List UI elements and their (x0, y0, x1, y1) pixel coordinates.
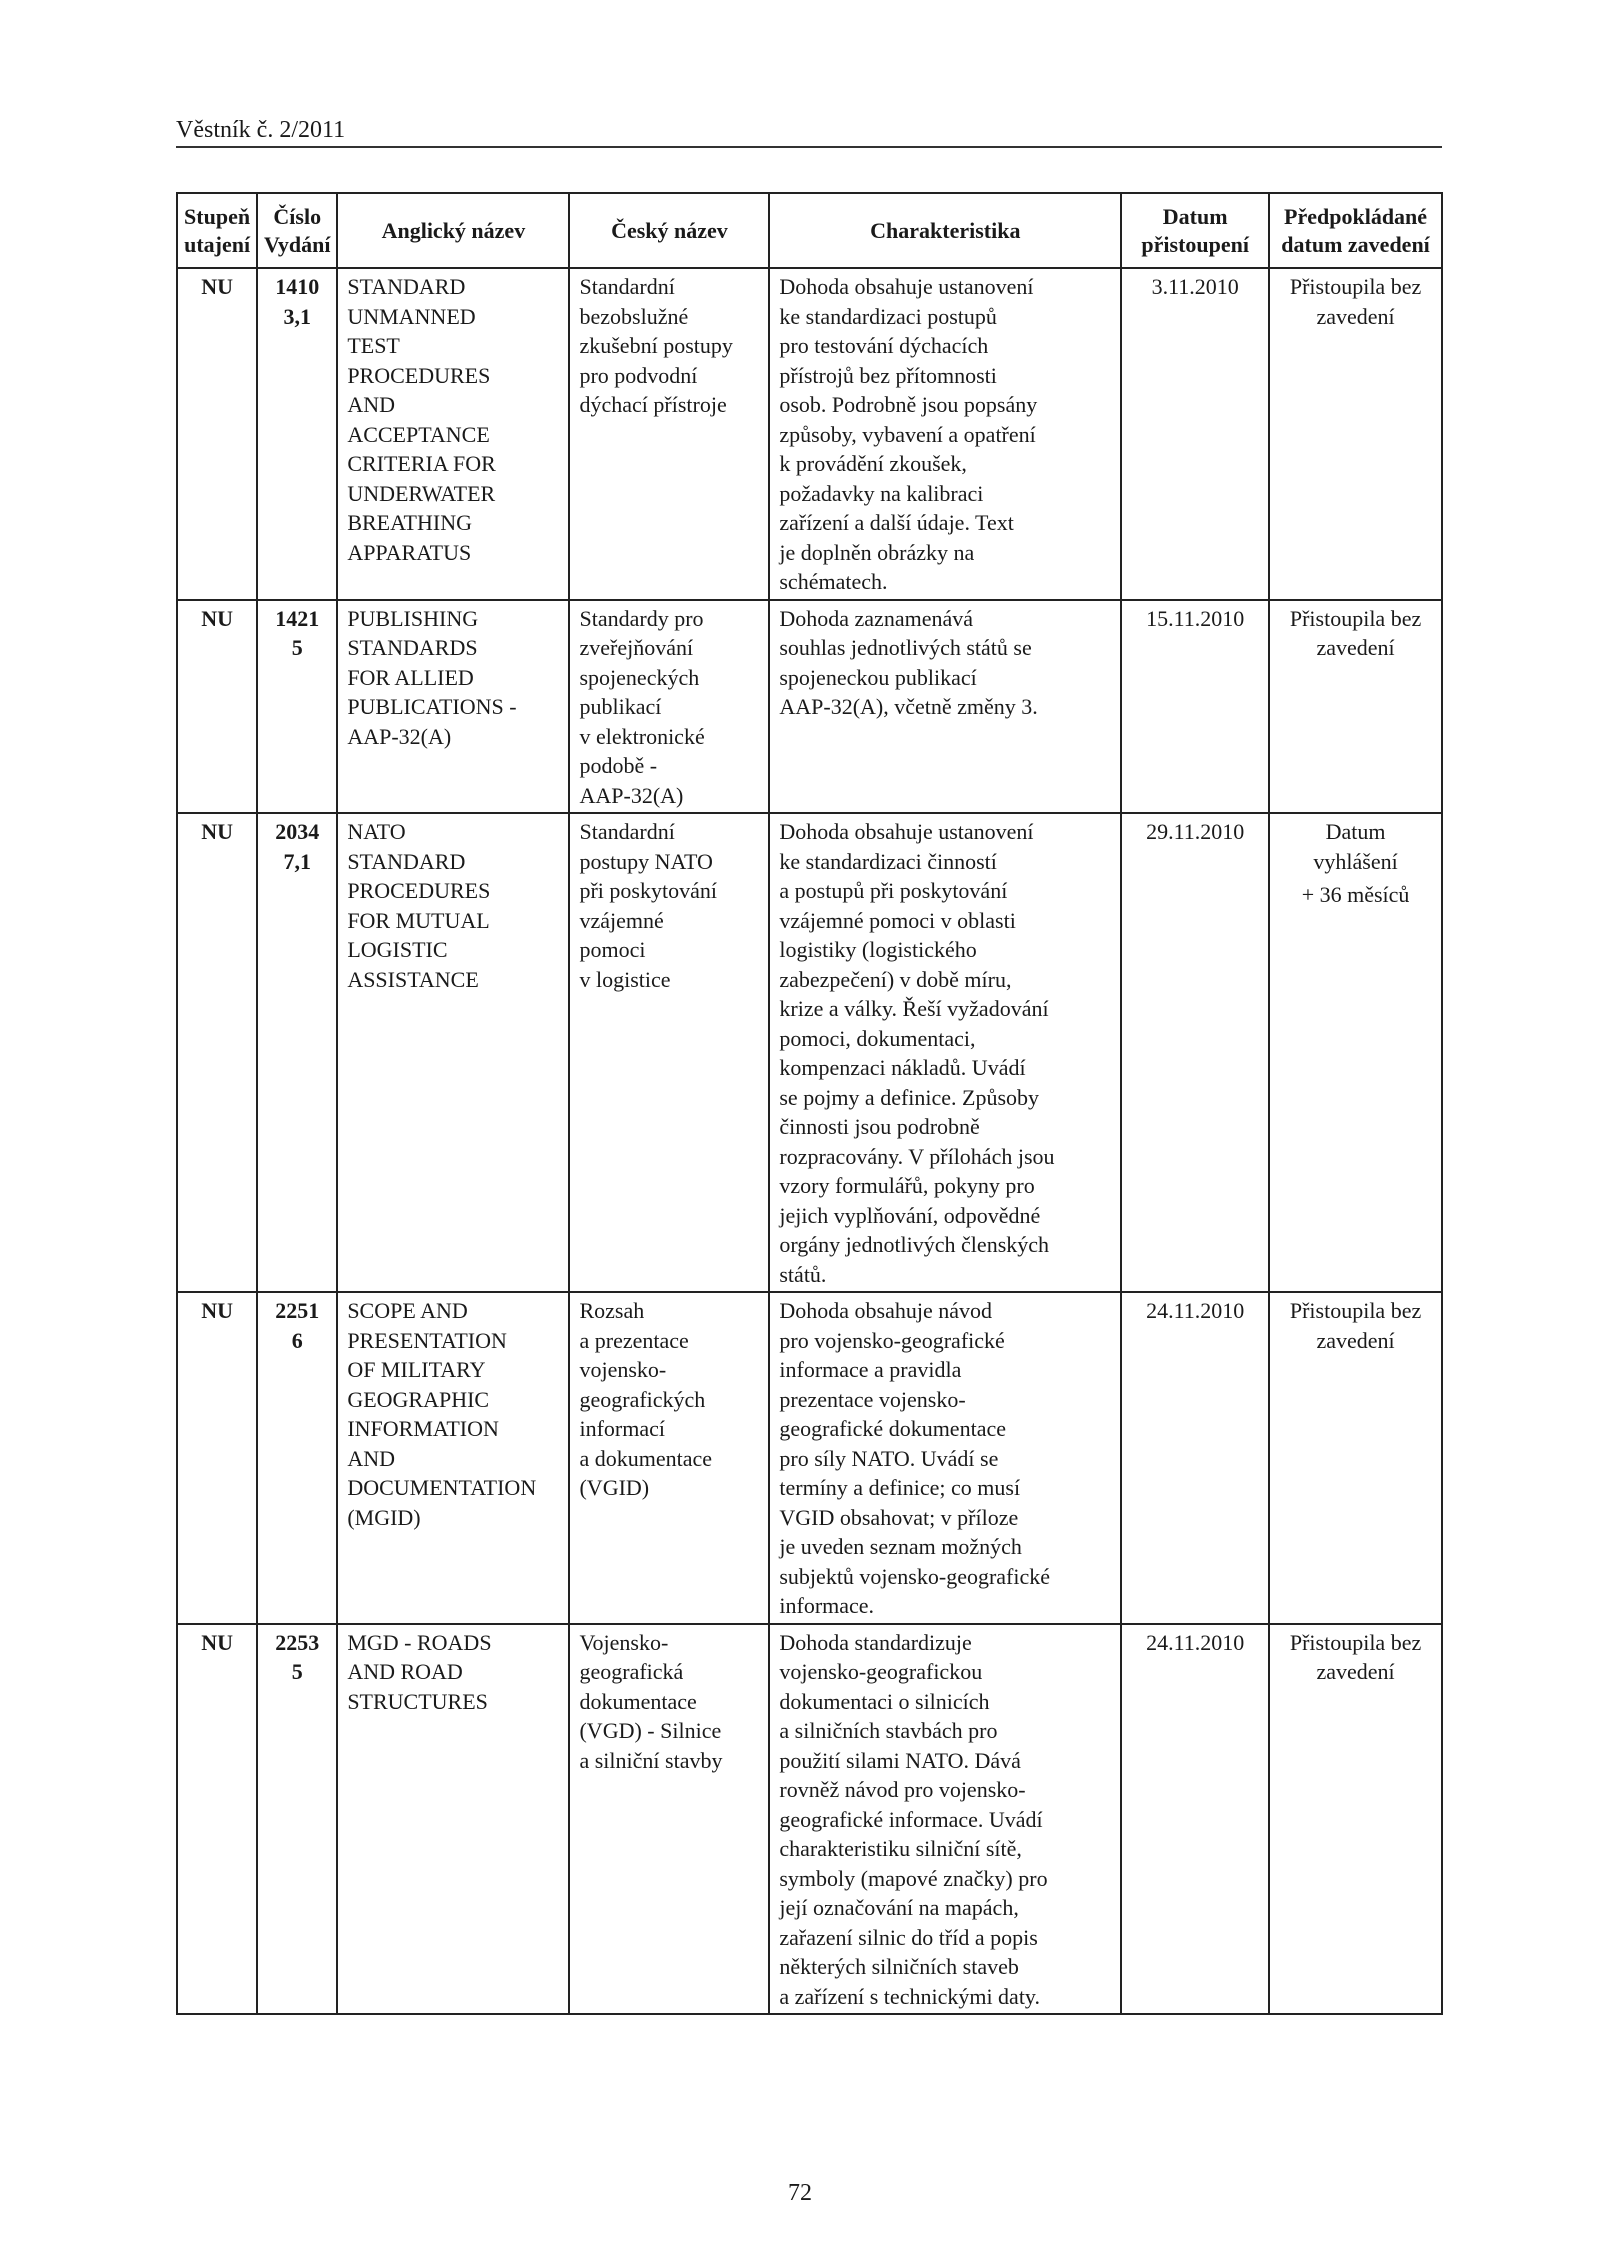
cell-line: 2251 (275, 1298, 320, 1323)
cell-line: orgány jednotlivých členských (779, 1232, 1050, 1257)
cell-line: AND ROAD (347, 1659, 463, 1684)
cell-line: APPARATUS (347, 539, 472, 565)
cell-line: bezobslužné (579, 303, 689, 329)
planned-date-cell (1269, 813, 1442, 1292)
cell-line: PROCEDURES (347, 362, 491, 388)
cell-line: Přistoupila bez (1289, 1298, 1422, 1323)
czech-title-cell (569, 600, 769, 814)
cell-line: 7,1 (283, 848, 311, 874)
header-czech-title: Český název (569, 193, 769, 268)
characteristics-cell (769, 268, 1121, 600)
cell-line: AAP-32(A) (579, 782, 684, 808)
cell-line: FOR ALLIED (347, 664, 474, 690)
cell-line: Standardy pro (579, 605, 704, 631)
accession-date-cell: 29.11.2010 (1121, 813, 1269, 1292)
header-english-title: Anglický název (337, 193, 569, 268)
cell-line: OF MILITARY (347, 1357, 486, 1382)
cell-line: SCOPE AND (347, 1298, 468, 1323)
cell-line: zařazení silnic do tříd a popis (779, 1924, 1038, 1950)
characteristics-cell (769, 1624, 1121, 2015)
number-edition-cell (257, 813, 337, 1292)
cell-line: pro testování dýchacích (779, 333, 989, 358)
cell-line: 2034 (275, 819, 320, 844)
cell-line: zveřejňování (579, 635, 694, 660)
cell-line: 2253 (275, 1629, 320, 1655)
cell-line: zabezpečení) v době míru, (779, 966, 1012, 992)
cell-line: NATO (347, 819, 406, 844)
cell-line: AAP-32(A), včetně změny 3. (779, 694, 1038, 719)
journal-title: Věstník č. 2/2011 (176, 117, 346, 143)
characteristics-cell (769, 1292, 1121, 1624)
planned-date-cell (1269, 268, 1442, 600)
cell-line: + 36 měsíců (1301, 882, 1410, 907)
planned-date-cell (1269, 600, 1442, 814)
cell-line: PRESENTATION (347, 1327, 507, 1353)
characteristics-cell (769, 600, 1121, 814)
cell-line: Dohoda standardizuje (779, 1629, 972, 1655)
cell-line: publikací (579, 694, 662, 719)
cell-line: (VGID) (579, 1475, 650, 1500)
cell-line: CRITERIA FOR (347, 451, 496, 476)
planned-date-cell (1269, 1624, 1442, 2015)
cell-line: geografické informace. Uvádí (779, 1806, 1043, 1832)
cell-line: požadavky na kalibraci (779, 480, 984, 506)
cell-line: logistiky (logistického (779, 937, 977, 962)
cell-line: spojeneckou publikací (779, 664, 977, 690)
cell-line: použití silami NATO. Dává (779, 1747, 1021, 1773)
header-planned-date: Předpokládané datum zavedení (1269, 193, 1442, 268)
cell-line: BREATHING (347, 510, 472, 535)
cell-line: ke standardizaci činností (779, 848, 997, 874)
table-row (177, 813, 1442, 1292)
cell-line: 1421 (275, 605, 320, 631)
cell-line: krize a války. Řeší vyžadování (779, 996, 1049, 1021)
cell-line: subjektů vojensko-geografické (779, 1563, 1051, 1589)
cell-line: osob. Podrobně jsou popsány (779, 392, 1038, 417)
cell-line: rovněž návod pro vojensko- (779, 1777, 1026, 1802)
characteristics-cell (769, 813, 1121, 1292)
cell-line: vzájemné (579, 907, 664, 933)
cell-line: a dokumentace (579, 1445, 713, 1471)
cell-line: Standardní (579, 819, 675, 844)
cell-line: je doplněn obrázky na (779, 539, 975, 565)
cell-line: informací (579, 1416, 666, 1441)
cell-line: informace. (779, 1593, 875, 1618)
cell-line: a zařízení s technickými daty. (779, 1983, 1041, 2009)
cell-line: Přistoupila bez (1289, 274, 1422, 299)
cell-line: vyhlášení (1313, 848, 1398, 874)
accession-date-cell: 24.11.2010 (1121, 1292, 1269, 1624)
cell-line: států. (779, 1261, 827, 1287)
english-title-cell (337, 268, 569, 600)
cell-line: Dohoda obsahuje ustanovení (779, 819, 1034, 844)
cell-line: charakteristiku silniční sítě, (779, 1836, 1022, 1861)
accession-date-cell: 15.11.2010 (1121, 600, 1269, 814)
classification-level-cell: NU (177, 1624, 257, 2015)
table-row (177, 268, 1442, 600)
cell-line: 5 (291, 635, 303, 660)
cell-line: činnosti jsou podrobně (779, 1114, 980, 1139)
cell-line: vzory formulářů, pokyny pro (779, 1173, 1035, 1198)
cell-line: a silniční stavby (579, 1747, 723, 1773)
cell-line: (MGID) (347, 1504, 421, 1530)
table-row (177, 1292, 1442, 1624)
cell-line: Dohoda obsahuje návod (779, 1298, 992, 1323)
cell-line: zavedení (1316, 635, 1395, 660)
cell-line: dýchací přístroje (579, 392, 727, 417)
cell-line: FOR MUTUAL (347, 907, 490, 933)
cell-line: přístrojů bez přítomnosti (779, 362, 997, 388)
cell-line: GEOGRAPHIC (347, 1386, 490, 1412)
cell-line: zkušební postupy (579, 333, 733, 358)
cell-line: k provádění zkoušek, (779, 451, 967, 476)
page-header (176, 112, 1442, 148)
cell-line: Datum (1325, 819, 1386, 844)
cell-line: VGID obsahovat; v příloze (779, 1504, 1019, 1530)
cell-line: Standardní (579, 274, 675, 299)
cell-line: MGD - ROADS (347, 1629, 492, 1655)
cell-line: geografické dokumentace (779, 1416, 1006, 1441)
cell-line: pro vojensko-geografické (779, 1327, 1005, 1353)
czech-title-cell (569, 1624, 769, 2015)
cell-line: vojensko- (579, 1357, 667, 1382)
number-edition-cell (257, 600, 337, 814)
cell-line: ASSISTANCE (347, 966, 479, 992)
classification-level-cell: NU (177, 813, 257, 1292)
cell-line: vojensko-geografickou (779, 1659, 983, 1684)
cell-line: při poskytování (579, 878, 717, 903)
cell-line: prezentace vojensko- (779, 1386, 966, 1412)
table-header (177, 193, 1442, 268)
cell-line: Dohoda obsahuje ustanovení (779, 274, 1034, 299)
header-accession-date: Datum přistoupení (1121, 193, 1269, 268)
cell-line: vzájemné pomoci v oblasti (779, 907, 1016, 933)
cell-line: geografických (579, 1386, 706, 1412)
cell-line: zařízení a další údaje. Text (779, 510, 1014, 535)
cell-line: pomoci (579, 937, 646, 962)
cell-line: STANDARD (347, 848, 466, 874)
cell-line: Rozsah (579, 1298, 645, 1323)
english-title-cell (337, 600, 569, 814)
cell-line: pomoci, dokumentaci, (779, 1025, 976, 1051)
cell-line: TEST (347, 333, 400, 358)
czech-title-cell (569, 1292, 769, 1624)
cell-line: kompenzaci nákladů. Uvádí (779, 1055, 1026, 1080)
cell-line: Vojensko- (579, 1629, 669, 1655)
cell-line: informace a pravidla (779, 1357, 962, 1382)
cell-line: STANDARDS (347, 635, 478, 660)
cell-line: Přistoupila bez (1289, 605, 1422, 631)
cell-line: 1410 (275, 274, 320, 299)
cell-line: INFORMATION (347, 1416, 499, 1441)
cell-line: v elektronické (579, 723, 705, 749)
cell-line: souhlas jednotlivých států se (779, 635, 1032, 660)
english-title-cell (337, 1624, 569, 2015)
table-body (177, 268, 1442, 2014)
czech-title-cell (569, 268, 769, 600)
cell-line: spojeneckých (579, 664, 700, 690)
cell-line: PUBLISHING (347, 605, 479, 631)
cell-line: 3,1 (283, 303, 311, 329)
cell-line: pro podvodní (579, 362, 698, 388)
cell-line: způsoby, vybavení a opatření (779, 421, 1036, 447)
table-row (177, 600, 1442, 814)
classification-level-cell: NU (177, 268, 257, 600)
cell-line: termíny a definice; co musí (779, 1475, 1021, 1500)
classification-level-cell: NU (177, 600, 257, 814)
header-classification-level: Stupeň utajení (177, 193, 257, 268)
header-number-edition: Číslo Vydání (257, 193, 337, 268)
cell-line: LOGISTIC (347, 937, 448, 962)
cell-line: AAP-32(A) (347, 723, 452, 749)
cell-line: STANDARD (347, 274, 466, 299)
cell-line: 5 (291, 1659, 303, 1684)
cell-line: DOCUMENTATION (347, 1475, 537, 1500)
classification-level-cell: NU (177, 1292, 257, 1624)
cell-line: a prezentace (579, 1327, 689, 1353)
cell-line: pro síly NATO. Uvádí se (779, 1445, 999, 1471)
cell-line: jejich vyplňování, odpovědné (779, 1202, 1041, 1228)
cell-line: Dohoda zaznamenává (779, 605, 973, 631)
cell-line: ACCEPTANCE (347, 421, 490, 447)
planned-date-cell (1269, 1292, 1442, 1624)
english-title-cell (337, 1292, 569, 1624)
cell-line: UNMANNED (347, 303, 476, 329)
number-edition-cell (257, 268, 337, 600)
cell-line: zavedení (1316, 303, 1395, 329)
cell-line: 6 (291, 1327, 303, 1353)
number-edition-cell (257, 1624, 337, 2015)
number-edition-cell (257, 1292, 337, 1624)
cell-line: geografická (579, 1659, 684, 1684)
cell-line: se pojmy a definice. Způsoby (779, 1084, 1040, 1110)
cell-line: její označování na mapách, (779, 1895, 1019, 1920)
cell-line: AND (347, 1445, 395, 1471)
header-row (177, 193, 1442, 268)
cell-line: UNDERWATER (347, 480, 496, 506)
cell-line: dokumentaci o silnicích (779, 1688, 990, 1714)
english-title-cell (337, 813, 569, 1292)
accession-date-cell: 3.11.2010 (1121, 268, 1269, 600)
cell-line: (VGD) - Silnice (579, 1718, 722, 1743)
cell-line: schématech. (779, 569, 888, 594)
czech-title-cell (569, 813, 769, 1292)
cell-line: Přistoupila bez (1289, 1629, 1422, 1655)
cell-line: symboly (mapové značky) pro (779, 1865, 1048, 1891)
page-number: 72 (788, 2180, 812, 2206)
table-row (177, 1624, 1442, 2015)
cell-line: zavedení (1316, 1327, 1395, 1353)
cell-line: AND (347, 392, 395, 417)
cell-line: PROCEDURES (347, 878, 491, 903)
cell-line: podobě - (579, 753, 658, 778)
cell-line: je uveden seznam možných (779, 1534, 1022, 1559)
cell-line: zavedení (1316, 1659, 1395, 1684)
cell-line: některých silničních staveb (779, 1954, 1019, 1979)
cell-line: a silničních stavbách pro (779, 1718, 998, 1743)
cell-line: rozpracovány. V přílohách jsou (779, 1143, 1055, 1169)
cell-line: v logistice (579, 966, 671, 992)
cell-line: a postupů při poskytování (779, 878, 1008, 903)
cell-line: dokumentace (579, 1688, 697, 1714)
cell-line: postupy NATO (579, 848, 713, 874)
standards-table (176, 192, 1443, 2015)
header-characteristics: Charakteristika (769, 193, 1121, 268)
cell-line: ke standardizaci postupů (779, 303, 997, 329)
accession-date-cell: 24.11.2010 (1121, 1624, 1269, 2015)
cell-line: STRUCTURES (347, 1688, 488, 1714)
cell-line: PUBLICATIONS - (347, 694, 517, 719)
